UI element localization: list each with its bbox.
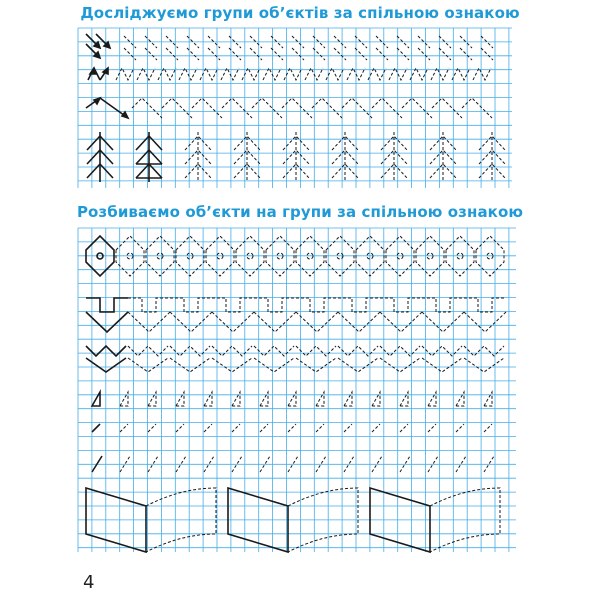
diagonal-mark xyxy=(124,48,136,60)
pentagon-top xyxy=(212,298,254,312)
pentagon-chevron xyxy=(464,312,506,332)
short-slash xyxy=(316,424,324,432)
small-triangle xyxy=(316,392,324,406)
heart-top xyxy=(170,346,210,356)
zigzag-mark xyxy=(312,98,342,118)
sample-diagonal-arrows xyxy=(86,34,110,58)
row-zigzag-arrows xyxy=(86,98,492,118)
heart-chevron xyxy=(380,358,420,372)
small-triangle xyxy=(344,392,352,406)
short-slash xyxy=(288,424,296,432)
row-chevron-pentagons xyxy=(86,298,506,332)
small-triangle xyxy=(92,392,100,406)
small-triangle xyxy=(372,392,380,406)
tree-branch xyxy=(332,164,358,178)
small-triangle xyxy=(260,392,268,406)
small-triangle xyxy=(148,392,156,406)
heart-chevron xyxy=(422,358,462,372)
zigzag-mark xyxy=(432,98,462,118)
short-slash xyxy=(148,424,156,432)
pentagon-chevron xyxy=(296,312,338,332)
pentagon-top xyxy=(464,298,506,312)
pentagon-top xyxy=(380,298,422,312)
zigzag-mark xyxy=(132,98,162,118)
zigzag-mark xyxy=(402,98,432,118)
small-triangle xyxy=(400,392,408,406)
short-slash xyxy=(428,424,436,432)
diagonal-mark xyxy=(418,48,430,60)
row-short-slashes xyxy=(92,424,492,432)
pentagon-chevron xyxy=(338,312,380,332)
zigzag-mark xyxy=(162,98,192,118)
heart-top xyxy=(380,346,420,356)
small-triangle xyxy=(176,392,184,406)
diagonal-mark xyxy=(208,48,220,60)
short-slash xyxy=(344,424,352,432)
diagonal-mark xyxy=(313,48,325,60)
diagonal-mark xyxy=(460,48,472,60)
pentagon-chevron xyxy=(212,312,254,332)
pentagon-top xyxy=(338,298,380,312)
pentagon-top xyxy=(128,298,170,312)
diagonal-mark xyxy=(334,48,346,60)
diagonal-mark xyxy=(439,48,451,60)
small-triangle xyxy=(428,392,436,406)
zigzag-mark xyxy=(252,98,282,118)
small-triangle xyxy=(456,392,464,406)
heart-top xyxy=(212,346,252,356)
pentagon-top xyxy=(422,298,464,312)
zigzag-mark xyxy=(342,98,372,118)
short-slash xyxy=(456,424,464,432)
tree-branch xyxy=(234,164,260,178)
heart-chevron xyxy=(338,358,378,372)
small-triangle xyxy=(204,392,212,406)
small-triangle xyxy=(288,392,296,406)
diagonal-mark xyxy=(397,48,409,60)
small-triangle xyxy=(232,392,240,406)
heart-chevron xyxy=(170,358,210,372)
heart-chevron xyxy=(212,358,252,372)
heart-top xyxy=(338,346,378,356)
heading-top: Досліджуємо групи об’єктів за спільною ознакою xyxy=(80,4,520,22)
heart-chevron xyxy=(464,358,504,372)
pentagon-chevron xyxy=(128,312,170,332)
diagonal-mark xyxy=(166,48,178,60)
diagonal-mark xyxy=(481,48,493,60)
heart-top xyxy=(422,346,462,356)
zigzag-mark xyxy=(192,98,222,118)
short-slash xyxy=(372,424,380,432)
grid-bottom xyxy=(78,228,516,552)
small-triangle xyxy=(120,392,128,406)
pentagon-top xyxy=(296,298,338,312)
short-slash xyxy=(120,424,128,432)
short-slash xyxy=(92,424,100,432)
tree-branch xyxy=(479,164,505,178)
page-number: 4 xyxy=(83,572,95,593)
heart-top xyxy=(254,346,294,356)
diagonal-mark xyxy=(355,48,367,60)
heart-top xyxy=(464,346,504,356)
heart-top xyxy=(296,346,336,356)
row-heart-chevrons xyxy=(86,346,504,372)
pentagon-chevron xyxy=(422,312,464,332)
diagonal-mark xyxy=(250,48,262,60)
small-triangle xyxy=(484,392,492,406)
heading-bottom: Розбиваємо об’єкти на групи за спільною ознакою xyxy=(76,203,524,221)
short-slash xyxy=(232,424,240,432)
tree-branch xyxy=(381,164,407,178)
pentagon-top xyxy=(254,298,296,312)
pentagon-chevron xyxy=(254,312,296,332)
zigzag-mark xyxy=(462,98,492,118)
heart-chevron xyxy=(296,358,336,372)
short-slash xyxy=(400,424,408,432)
pentagon-chevron xyxy=(170,312,212,332)
pentagon-chevron xyxy=(380,312,422,332)
diagonal-mark xyxy=(145,48,157,60)
short-slash xyxy=(176,424,184,432)
pentagon-top xyxy=(170,298,212,312)
diagonal-mark xyxy=(292,48,304,60)
row-small-triangles xyxy=(92,392,492,406)
tree-branch xyxy=(430,164,456,178)
zigzag-mark xyxy=(222,98,252,118)
short-slash xyxy=(484,424,492,432)
short-slash xyxy=(204,424,212,432)
diagonal-mark xyxy=(376,48,388,60)
heart-chevron xyxy=(254,358,294,372)
short-slash xyxy=(260,424,268,432)
